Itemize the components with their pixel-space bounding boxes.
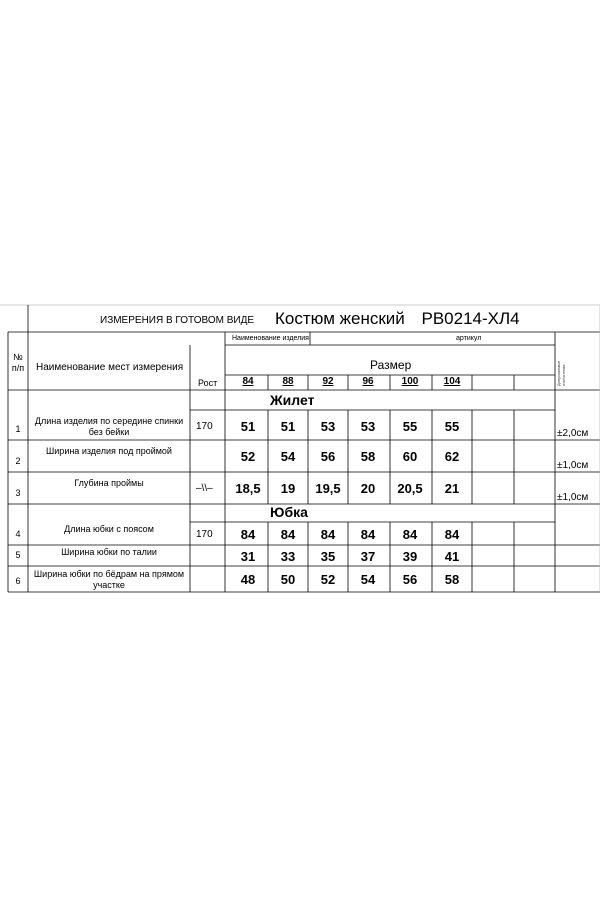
size-value-cell: 84	[320, 526, 336, 542]
document-title	[275, 309, 532, 329]
size-value-cell: 55	[402, 418, 418, 434]
row-number: 2	[15, 456, 21, 466]
row-number: 5	[15, 550, 21, 560]
size-value-cell: 84	[240, 526, 256, 542]
item-name-caption: Наименование изделия	[232, 335, 309, 342]
height-value: 170	[196, 528, 213, 540]
section-title-skirt: Юбка	[270, 504, 308, 520]
size-value-cell: 58	[360, 449, 376, 464]
measure-label: ИЗМЕРЕНИЯ В ГОТОВОМ ВИДЕ	[100, 315, 255, 326]
size-value-cell: 41	[444, 548, 460, 564]
size-value-cell: 48	[240, 572, 256, 587]
size-value-cell: 18,5	[235, 481, 261, 496]
tolerance-vertical-note: Допускаемые отклонения	[556, 360, 566, 386]
size-value-cell: 84	[360, 526, 376, 542]
size-value-cell: 35	[320, 548, 336, 564]
row-number: 1	[15, 424, 21, 434]
size-value-cell: 53	[320, 418, 336, 434]
size-value-cell: 50	[280, 572, 296, 587]
tolerance-value: ±2,0см	[557, 428, 589, 439]
measurement-name: Глубина проймы	[74, 478, 144, 488]
size-value-cell: 54	[280, 449, 296, 464]
size-value-cell: 53	[360, 418, 376, 434]
size-value-cell: 20	[360, 481, 376, 496]
size-value-cell: 51	[240, 418, 256, 434]
size-value-cell: 62	[444, 449, 460, 464]
size-header-cell: 84	[242, 376, 254, 387]
size-value-cell: 52	[320, 572, 336, 587]
measurement-name: Длина юбки с поясом	[64, 524, 154, 534]
col-number-header: № п/п	[11, 352, 25, 373]
size-value-cell: 52	[240, 449, 256, 464]
size-value-cell: 56	[320, 449, 336, 464]
size-header-cell: 88	[282, 376, 294, 387]
size-header-cell: 100	[401, 376, 419, 387]
article-caption: артикул	[456, 335, 482, 342]
size-value-cell: 20,5	[397, 481, 423, 496]
size-value-cell: 21	[444, 481, 460, 496]
size-value-cell: 37	[360, 548, 376, 564]
size-value-cell: 31	[240, 548, 256, 564]
size-header-cell: 104	[443, 376, 461, 387]
size-value-cell: 84	[444, 526, 460, 542]
size-value-cell: 56	[402, 572, 418, 587]
height-value: 170	[196, 420, 213, 432]
height-value: –\\–	[196, 483, 213, 494]
measurement-name: Ширина юбки по бёдрам на прямом участке	[33, 569, 185, 590]
col-height-header: Рост	[198, 378, 218, 388]
tolerance-value: ±1,0см	[557, 460, 589, 471]
size-value-cell: 19,5	[315, 481, 341, 496]
size-value-cell: 33	[280, 548, 296, 564]
size-value-cell: 84	[280, 526, 296, 542]
size-value-cell: 39	[402, 548, 418, 564]
size-value-cell: 84	[402, 526, 418, 542]
size-value-cell: 54	[360, 572, 376, 587]
row-number: 6	[15, 576, 21, 586]
col-name-header: Наименование мест измерения	[36, 362, 184, 373]
product-name: Костюм женский	[275, 309, 405, 328]
row-number: 3	[15, 488, 21, 498]
size-header-cell: 96	[362, 376, 374, 387]
article-code: РВ0214-ХЛ4	[421, 309, 520, 328]
measurement-name: Ширина юбки по талии	[61, 547, 157, 557]
row-number: 4	[15, 529, 21, 539]
measurement-name: Длина изделия по середине спинки без бейки	[34, 415, 184, 437]
tolerance-value: ±1,0см	[557, 492, 589, 503]
measurement-name: Ширина изделия под проймой	[46, 446, 172, 456]
size-header-cell: 92	[322, 376, 334, 387]
size-value-cell: 60	[402, 449, 418, 464]
size-value-cell: 55	[444, 418, 460, 434]
section-title-vest: Жилет	[270, 392, 315, 408]
size-value-cell: 19	[280, 481, 296, 496]
col-size-header: Размер	[370, 358, 412, 372]
size-value-cell: 51	[280, 418, 296, 434]
size-value-cell: 58	[444, 572, 460, 587]
